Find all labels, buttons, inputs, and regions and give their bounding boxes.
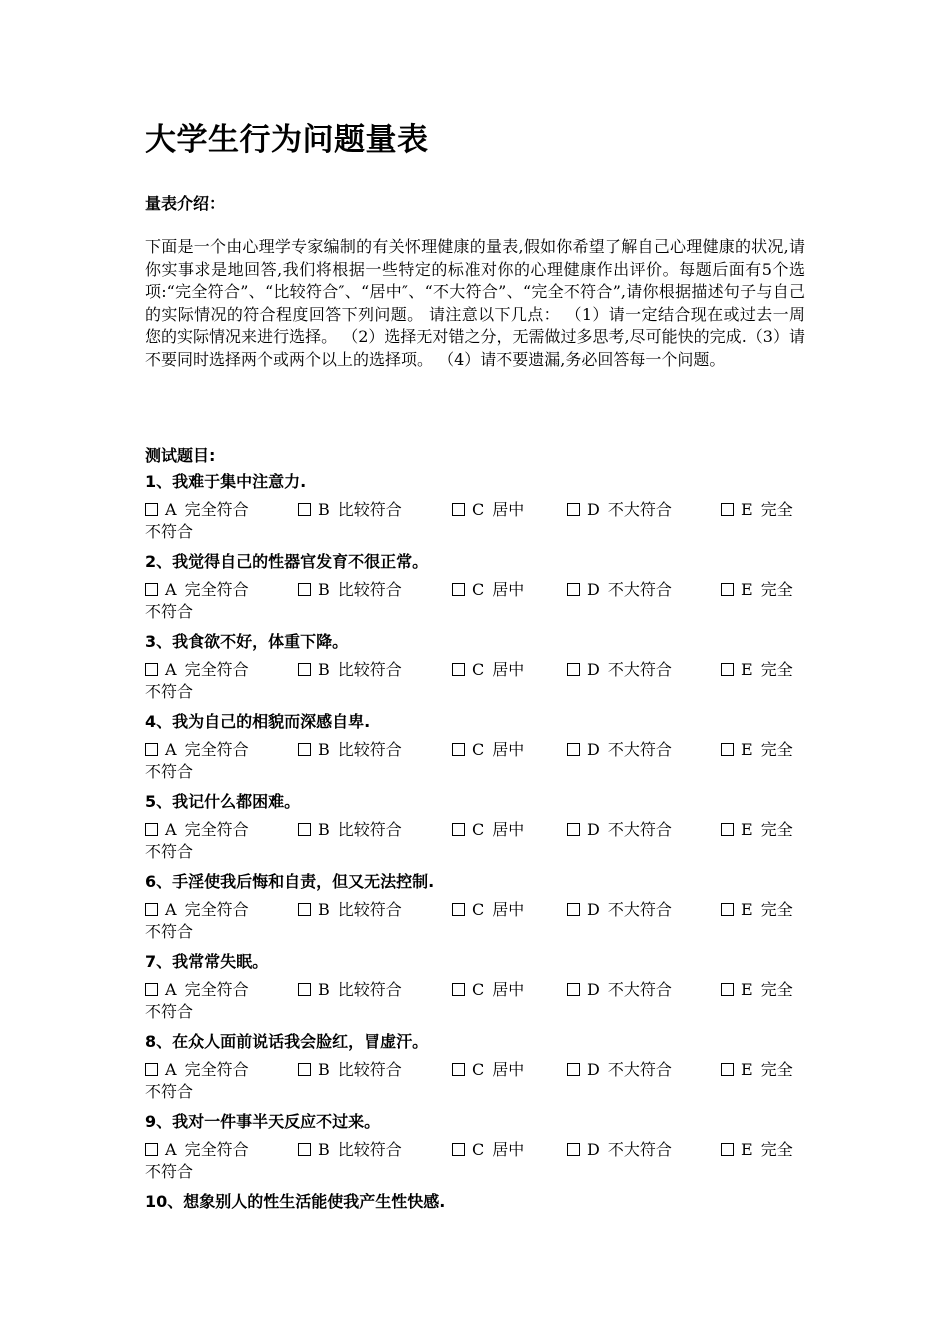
option-letter: B (318, 580, 330, 599)
checkbox-icon[interactable] (145, 1063, 158, 1076)
option-letter: B (318, 500, 330, 519)
option-label: 居中 (492, 1140, 525, 1159)
option-letter: C (472, 900, 485, 919)
option-label: 居中 (492, 740, 525, 759)
option-e[interactable] (721, 1059, 793, 1081)
checkbox-icon[interactable] (145, 903, 158, 916)
option-e[interactable] (721, 979, 793, 1001)
option-label: 完全 (760, 1140, 793, 1159)
checkbox-icon[interactable] (721, 503, 734, 516)
option-c[interactable] (452, 819, 524, 841)
option-a[interactable] (145, 499, 249, 521)
option-letter: D (587, 1140, 600, 1159)
option-label: 比较符合 (337, 900, 402, 919)
option-b[interactable] (298, 579, 402, 601)
option-label: 完全 (760, 740, 793, 759)
option-d[interactable] (567, 1059, 672, 1081)
question-text: 7、我常常失眠。 (145, 952, 269, 971)
checkbox-icon[interactable] (567, 503, 580, 516)
question-item (145, 629, 805, 709)
option-letter: E (741, 740, 753, 759)
option-letter: C (472, 740, 485, 759)
option-label: 完全符合 (184, 500, 249, 519)
option-letter: A (165, 500, 177, 519)
checkbox-icon[interactable] (567, 1063, 580, 1076)
option-label: 完全符合 (184, 980, 249, 999)
option-c[interactable] (452, 1139, 524, 1161)
checkbox-icon[interactable] (567, 1143, 580, 1156)
option-label: 居中 (492, 980, 525, 999)
option-label: 比较符合 (337, 1060, 402, 1079)
answer-options (145, 819, 805, 863)
checkbox-icon[interactable] (567, 743, 580, 756)
option-b[interactable] (298, 739, 402, 761)
question-item (145, 949, 805, 1029)
option-label: 比较符合 (337, 1140, 402, 1159)
option-label: 不大符合 (607, 740, 672, 759)
option-label-wrap: 不符合 (145, 522, 194, 541)
checkbox-icon[interactable] (721, 1143, 734, 1156)
question-item (145, 549, 805, 629)
option-a[interactable] (145, 739, 249, 761)
question-text: 9、我对一件事半天反应不过来。 (145, 1112, 381, 1131)
option-letter: A (165, 820, 177, 839)
option-label: 不大符合 (607, 900, 672, 919)
option-letter: B (318, 980, 330, 999)
option-letter: A (165, 580, 177, 599)
option-letter: A (165, 1140, 177, 1159)
option-label-wrap: 不符合 (145, 1082, 194, 1101)
option-letter: C (472, 660, 485, 679)
question-item (145, 869, 805, 949)
option-letter: E (741, 980, 753, 999)
option-c[interactable] (452, 579, 524, 601)
answer-options (145, 659, 805, 703)
option-label: 居中 (492, 660, 525, 679)
option-d[interactable] (567, 819, 672, 841)
option-label: 不大符合 (607, 820, 672, 839)
option-label: 完全符合 (184, 580, 249, 599)
question-text: 2、我觉得自己的性器官发育不很正常。 (145, 552, 429, 571)
option-letter: E (741, 820, 753, 839)
option-b[interactable] (298, 1059, 402, 1081)
option-letter: E (741, 580, 753, 599)
option-e[interactable] (721, 1139, 793, 1161)
option-letter: B (318, 820, 330, 839)
option-letter: A (165, 980, 177, 999)
option-a[interactable] (145, 1139, 249, 1161)
test-heading: 测试题目: (145, 446, 216, 465)
question-text: 6、手淫使我后悔和自责，但又无法控制. (145, 872, 435, 891)
checkbox-icon[interactable] (721, 1063, 734, 1076)
option-label-wrap: 不符合 (145, 682, 194, 701)
option-e[interactable] (721, 819, 793, 841)
option-label: 完全符合 (184, 820, 249, 839)
checkbox-icon[interactable] (567, 823, 580, 836)
option-b[interactable] (298, 499, 402, 521)
option-d[interactable] (567, 899, 672, 921)
option-label: 不大符合 (607, 980, 672, 999)
option-c[interactable] (452, 739, 524, 761)
checkbox-icon[interactable] (145, 823, 158, 836)
checkbox-icon[interactable] (452, 1143, 465, 1156)
option-d[interactable] (567, 979, 672, 1001)
option-letter: D (587, 580, 600, 599)
question-list (145, 469, 805, 1269)
question-text: 10、想象别人的性生活能使我产生性快感. (145, 1192, 446, 1211)
question-text: 1、我难于集中注意力. (145, 472, 307, 491)
option-b[interactable] (298, 979, 402, 1001)
checkbox-icon[interactable] (298, 503, 311, 516)
answer-options (145, 1059, 805, 1103)
option-letter: C (472, 820, 485, 839)
answer-options (145, 499, 805, 543)
checkbox-icon[interactable] (298, 663, 311, 676)
option-b[interactable] (298, 659, 402, 681)
option-label: 不大符合 (607, 1060, 672, 1079)
checkbox-icon[interactable] (298, 583, 311, 596)
checkbox-icon[interactable] (298, 903, 311, 916)
option-a[interactable] (145, 1059, 249, 1081)
option-c[interactable] (452, 979, 524, 1001)
checkbox-icon[interactable] (452, 663, 465, 676)
option-letter: E (741, 660, 753, 679)
option-label-wrap: 不符合 (145, 602, 194, 621)
option-c[interactable] (452, 659, 524, 681)
option-label: 比较符合 (337, 660, 402, 679)
checkbox-icon[interactable] (145, 983, 158, 996)
checkbox-icon[interactable] (721, 743, 734, 756)
option-letter: A (165, 740, 177, 759)
option-label: 不大符合 (607, 660, 672, 679)
option-e[interactable] (721, 499, 793, 521)
checkbox-icon[interactable] (567, 983, 580, 996)
option-letter: B (318, 900, 330, 919)
option-letter: E (741, 1060, 753, 1079)
option-label: 完全符合 (184, 900, 249, 919)
option-label: 完全 (760, 980, 793, 999)
option-letter: D (587, 660, 600, 679)
option-label-wrap: 不符合 (145, 842, 194, 861)
option-letter: B (318, 1060, 330, 1079)
checkbox-icon[interactable] (452, 823, 465, 836)
option-label: 居中 (492, 900, 525, 919)
option-letter: A (165, 900, 177, 919)
option-letter: D (587, 500, 600, 519)
option-d[interactable] (567, 659, 672, 681)
option-a[interactable] (145, 979, 249, 1001)
option-letter: D (587, 900, 600, 919)
checkbox-icon[interactable] (567, 903, 580, 916)
option-e[interactable] (721, 739, 793, 761)
checkbox-icon[interactable] (145, 503, 158, 516)
option-d[interactable] (567, 499, 672, 521)
intro-heading: 量表介绍： (145, 194, 226, 213)
option-label: 完全符合 (184, 1060, 249, 1079)
option-label: 不大符合 (607, 500, 672, 519)
checkbox-icon[interactable] (452, 583, 465, 596)
option-label: 不大符合 (607, 1140, 672, 1159)
option-label: 居中 (492, 500, 525, 519)
answer-options (145, 739, 805, 783)
checkbox-icon[interactable] (145, 1143, 158, 1156)
option-label: 比较符合 (337, 580, 402, 599)
checkbox-icon[interactable] (721, 583, 734, 596)
option-label: 完全 (760, 660, 793, 679)
option-e[interactable] (721, 579, 793, 601)
option-letter: A (165, 1060, 177, 1079)
option-label-wrap: 不符合 (145, 922, 194, 941)
option-d[interactable] (567, 1139, 672, 1161)
checkbox-icon[interactable] (298, 983, 311, 996)
option-letter: D (587, 1060, 600, 1079)
question-item (145, 1189, 805, 1269)
option-label: 比较符合 (337, 500, 402, 519)
option-label: 比较符合 (337, 820, 402, 839)
question-text: 4、我为自己的相貌而深感自卑. (145, 712, 371, 731)
checkbox-icon[interactable] (298, 1063, 311, 1076)
checkbox-icon[interactable] (452, 743, 465, 756)
option-a[interactable] (145, 819, 249, 841)
checkbox-icon[interactable] (721, 903, 734, 916)
option-letter: B (318, 1140, 330, 1159)
checkbox-icon[interactable] (298, 823, 311, 836)
option-c[interactable] (452, 899, 524, 921)
checkbox-icon[interactable] (452, 983, 465, 996)
answer-options (145, 579, 805, 623)
option-label: 居中 (492, 580, 525, 599)
option-d[interactable] (567, 579, 672, 601)
question-item (145, 1029, 805, 1109)
option-letter: C (472, 580, 485, 599)
intro-text: 下面是一个由心理学专家编制的有关怀理健康的量表,假如你希望了解自己心理健康的状况,请你实事求是地回答,我们将根据一些特定的标准对你的心理健康作出评价。每题后面有5个选项:“完全符合”、“比较符合″、“居中″、“不大符合”、“完全不符合”,请你根据描述句子与自己的实际情况的符合程度回答下列问题。 请注意以下几点： （1）请一定结合现在或过去一周您的实际情况来进行选择。 （2）选择无对错之分，无需做过多思考,尽可能快的完成.（3）请不要同时选择两个或两个以上的选择项。 （4）请不要遗漏,务必回答每一个问题。 (145, 237, 805, 369)
question-text: 5、我记什么都困难。 (145, 792, 301, 811)
option-label-wrap: 不符合 (145, 762, 194, 781)
checkbox-icon[interactable] (567, 583, 580, 596)
answer-options (145, 979, 805, 1023)
option-a[interactable] (145, 659, 249, 681)
option-letter: C (472, 500, 485, 519)
option-letter: B (318, 740, 330, 759)
checkbox-icon[interactable] (721, 823, 734, 836)
option-label: 完全符合 (184, 660, 249, 679)
checkbox-icon[interactable] (567, 663, 580, 676)
option-letter: E (741, 1140, 753, 1159)
checkbox-icon[interactable] (145, 743, 158, 756)
option-label-wrap: 不符合 (145, 1162, 194, 1181)
checkbox-icon[interactable] (145, 663, 158, 676)
option-a[interactable] (145, 899, 249, 921)
question-item (145, 789, 805, 869)
option-label: 完全 (760, 820, 793, 839)
checkbox-icon[interactable] (145, 583, 158, 596)
question-text: 8、在众人面前说话我会脸红，冒虚汗。 (145, 1032, 429, 1051)
option-c[interactable] (452, 1059, 524, 1081)
checkbox-icon[interactable] (452, 503, 465, 516)
option-b[interactable] (298, 899, 402, 921)
option-label: 比较符合 (337, 740, 402, 759)
checkbox-icon[interactable] (298, 743, 311, 756)
checkbox-icon[interactable] (721, 663, 734, 676)
option-c[interactable] (452, 499, 524, 521)
checkbox-icon[interactable] (298, 1143, 311, 1156)
option-e[interactable] (721, 899, 793, 921)
option-label: 完全 (760, 900, 793, 919)
option-b[interactable] (298, 819, 402, 841)
option-label: 比较符合 (337, 980, 402, 999)
option-letter: C (472, 1140, 485, 1159)
option-label: 居中 (492, 820, 525, 839)
option-e[interactable] (721, 659, 793, 681)
answer-options (145, 1139, 805, 1183)
question-text: 3、我食欲不好，体重下降。 (145, 632, 349, 651)
question-item (145, 1109, 805, 1189)
question-item (145, 469, 805, 549)
option-letter: D (587, 820, 600, 839)
option-label: 完全 (760, 1060, 793, 1079)
option-label: 完全符合 (184, 740, 249, 759)
checkbox-icon[interactable] (452, 903, 465, 916)
option-label-wrap: 不符合 (145, 1002, 194, 1021)
option-letter: E (741, 500, 753, 519)
checkbox-icon[interactable] (721, 983, 734, 996)
option-letter: D (587, 980, 600, 999)
option-d[interactable] (567, 739, 672, 761)
option-letter: A (165, 660, 177, 679)
page-title: 大学生行为问题量表 (145, 122, 429, 158)
option-letter: D (587, 740, 600, 759)
option-label: 居中 (492, 1060, 525, 1079)
option-b[interactable] (298, 1139, 402, 1161)
option-a[interactable] (145, 579, 249, 601)
option-letter: C (472, 980, 485, 999)
option-letter: B (318, 660, 330, 679)
answer-options (145, 899, 805, 943)
option-label: 不大符合 (607, 580, 672, 599)
option-letter: E (741, 900, 753, 919)
option-letter: C (472, 1060, 485, 1079)
option-label: 完全符合 (184, 1140, 249, 1159)
checkbox-icon[interactable] (452, 1063, 465, 1076)
option-label: 完全 (760, 580, 793, 599)
question-item (145, 709, 805, 789)
option-label: 完全 (760, 500, 793, 519)
